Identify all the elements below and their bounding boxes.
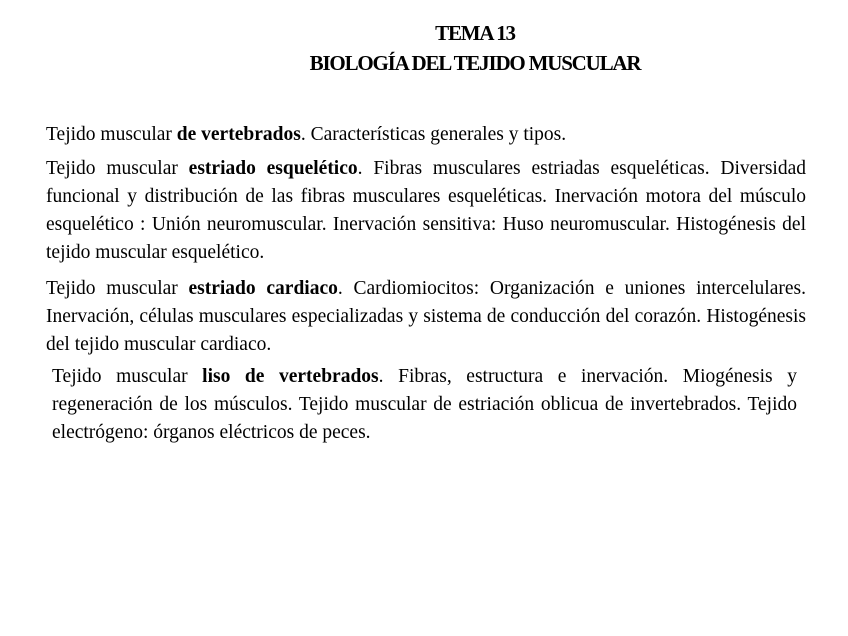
section-text: . Cardiomiocitos: Organización e uniones intercelulares. Inervación, células musculares especializadas y sistema de conducción del corazón. Histogénesis del tejido muscular cardiaco. [46, 278, 806, 355]
topic-number: TEMA 13 [435, 21, 515, 45]
page-title: BIOLOGÍA DEL TEJIDO MUSCULAR [309, 51, 641, 75]
section-keyword: estriado cardiaco [188, 278, 338, 299]
section-prefix: Tejido muscular [46, 124, 177, 145]
section-keyword: liso de vertebrados [202, 366, 379, 387]
section-liso [52, 363, 797, 447]
section-text: . Características generales y tipos. [300, 124, 567, 145]
section-prefix: Tejido muscular [46, 158, 189, 179]
page-header [180, 18, 770, 78]
section-prefix: Tejido muscular [52, 366, 203, 387]
section-keyword: estriado esquelético [188, 158, 358, 179]
section-prefix: Tejido muscular [46, 278, 189, 299]
section-estriado-esqueletico [46, 155, 806, 267]
section-text: . Fibras, estructura e inervación. Miogénesis y regeneración de los músculos. Tejido muscular de estriación oblicua de invertebrados. Tejido electrógeno: órganos eléctricos de peces. [52, 366, 797, 443]
section-estriado-cardiaco [46, 275, 806, 359]
section-vertebrados [46, 121, 806, 149]
section-text: . Fibras musculares estriadas esqueléticas. Diversidad funcional y distribución de las fibras musculares esqueléticas. Inervación motora del músculo esquelético : Unión neuromuscular. Inervación sensitiva: Huso neuromuscular. Histogénesis del tejido muscular esquelético. [46, 158, 806, 263]
section-keyword: de vertebrados [176, 124, 301, 145]
